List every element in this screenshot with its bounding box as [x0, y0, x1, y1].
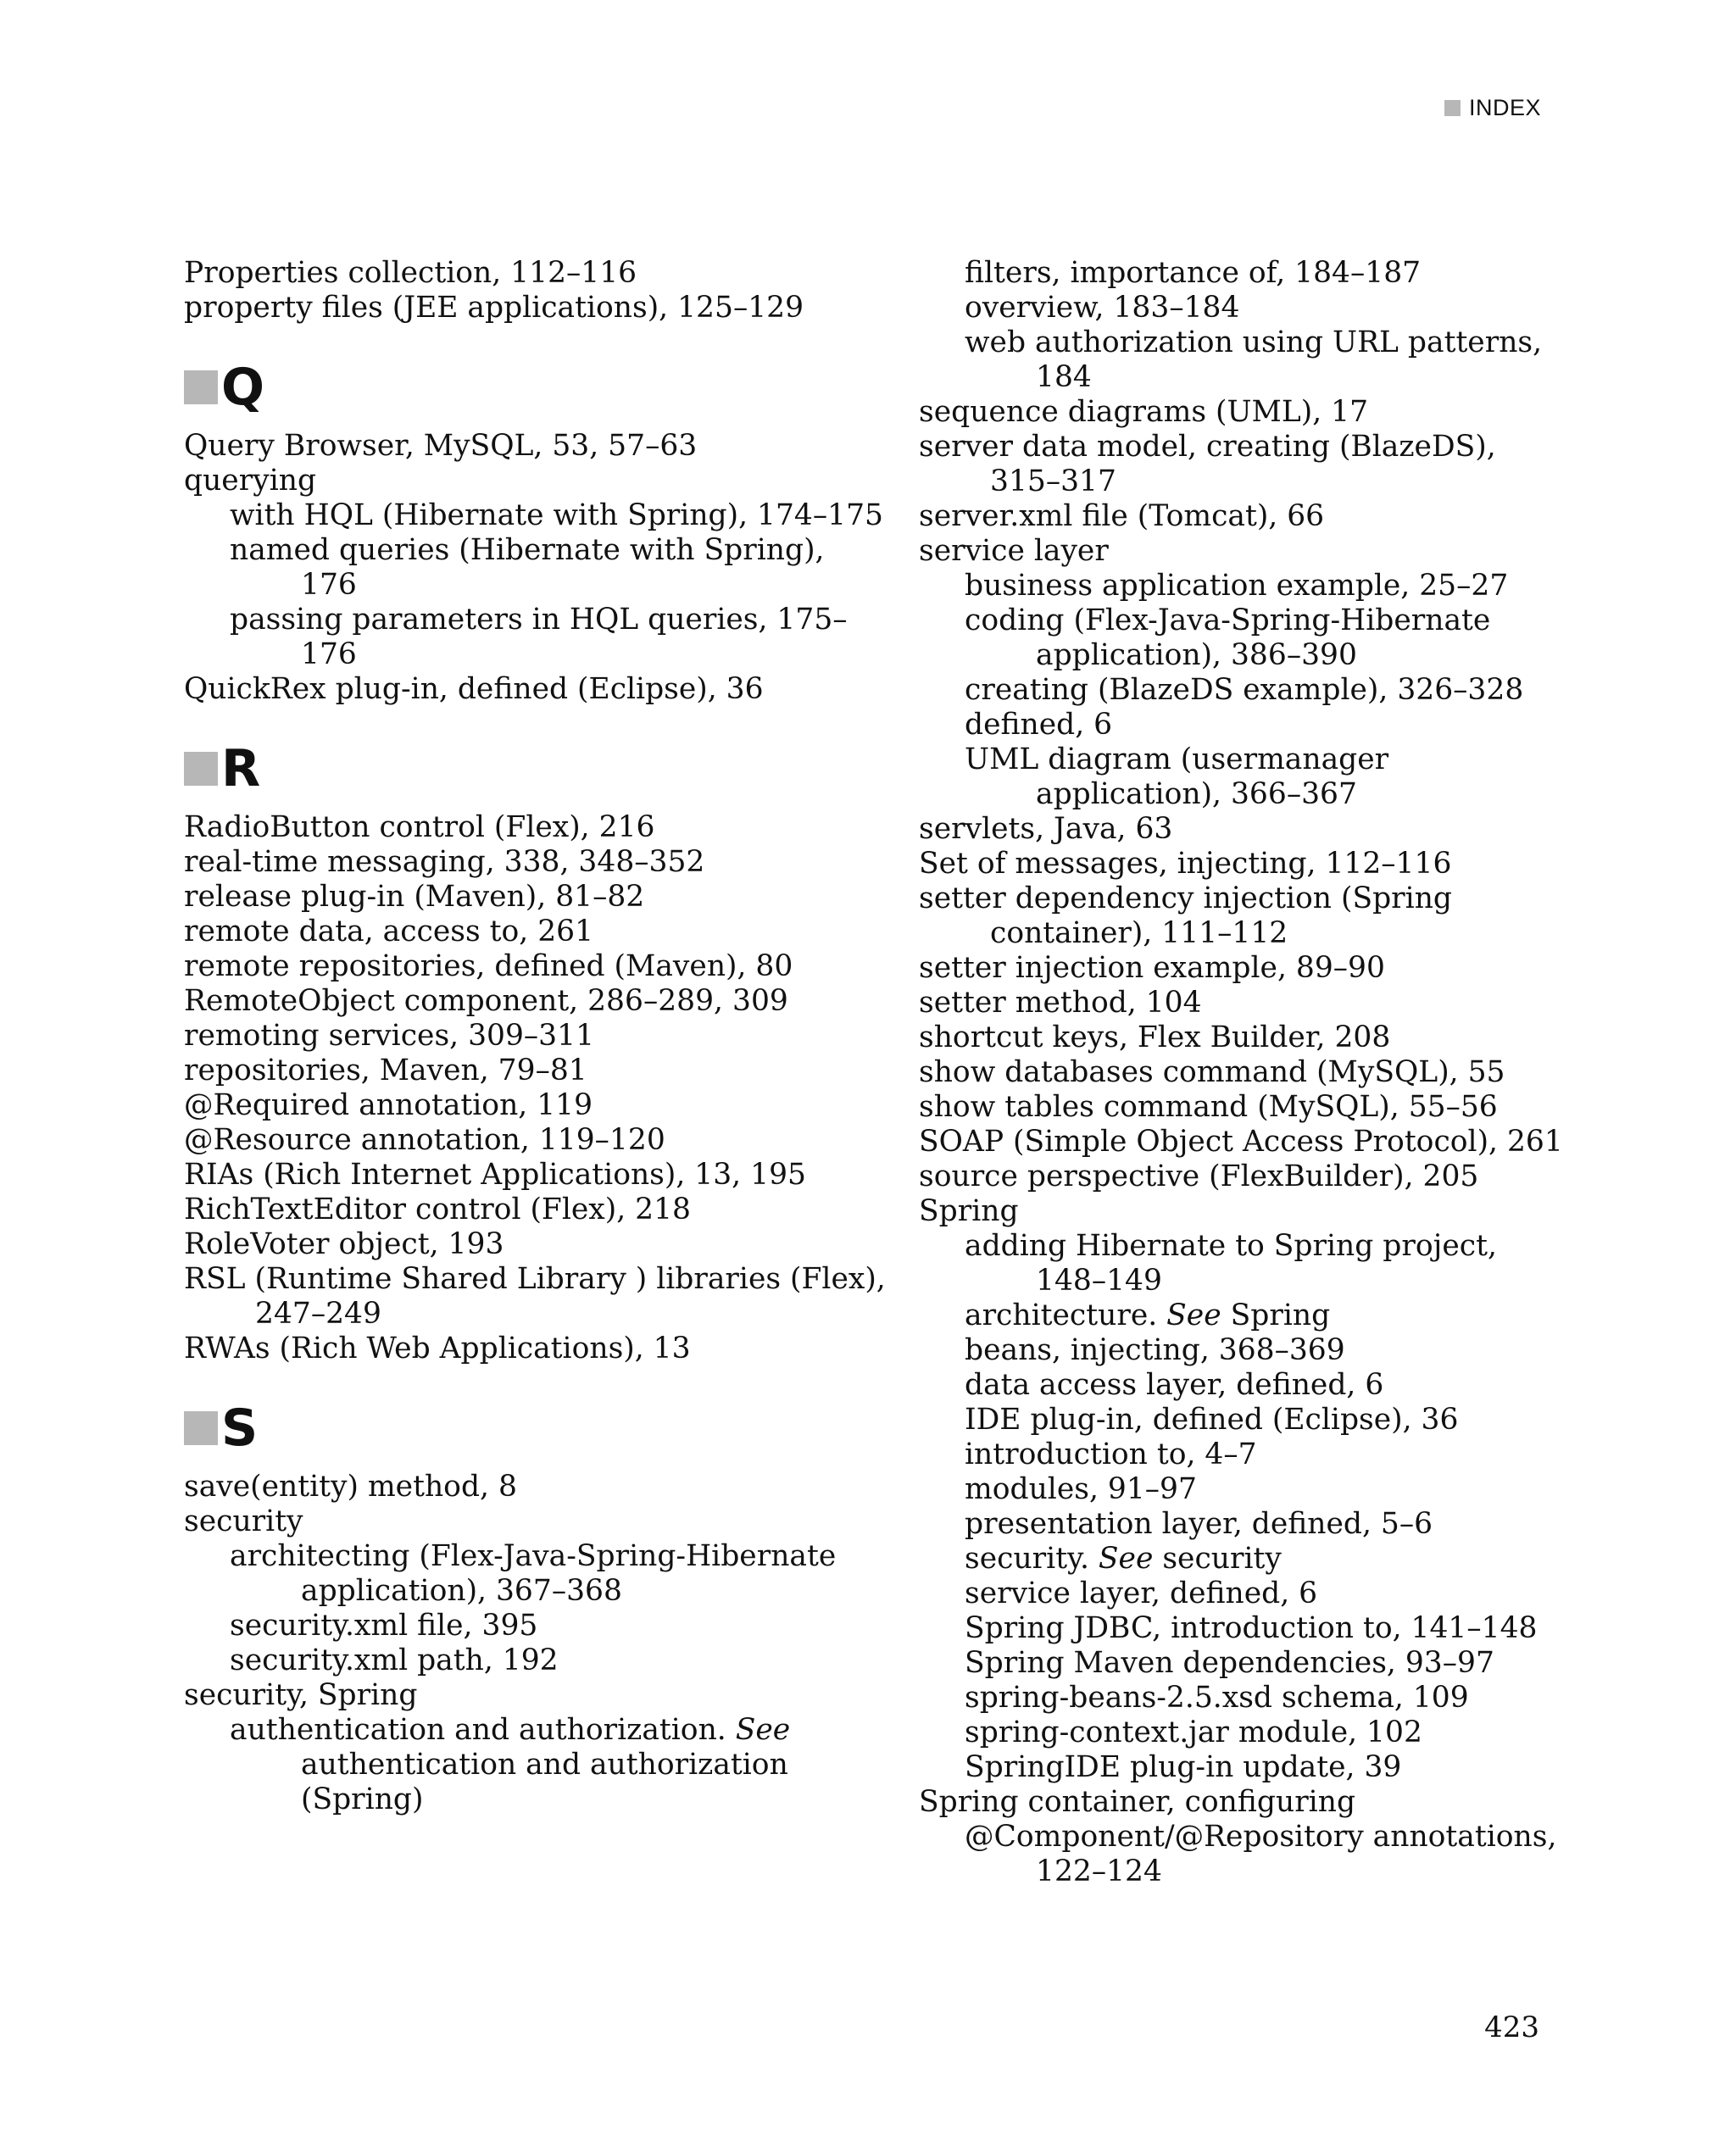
index-entry: RoleVoter object, 193 — [184, 1227, 504, 1261]
index-entry: querying — [184, 464, 317, 498]
index-subentry: Spring Maven dependencies, 93–97 — [965, 1646, 1494, 1680]
index-entry: server data model, creating (BlazeDS), 315–317 — [919, 430, 1496, 498]
index-subentry — [919, 1299, 1563, 1333]
index-entry: sequence diagrams (UML), 17 — [919, 395, 1369, 429]
index-subentry: @Component/@Repository annotations, 122–124 — [965, 1820, 1557, 1888]
index-entry: repositories, Maven, 79–81 — [184, 1054, 587, 1087]
index-entry: Spring — [919, 1194, 1019, 1228]
index-subentry: passing parameters in HQL queries, 175–176 — [230, 603, 848, 671]
index-subentry: presentation layer, defined, 5–6 — [965, 1507, 1433, 1541]
index-entry: RWAs (Rich Web Applications), 13 — [184, 1332, 691, 1365]
see-reference: See — [1166, 1299, 1221, 1332]
index-entry: RemoteObject component, 286–289, 309 — [184, 984, 788, 1018]
index-entry: Set of messages, injecting, 112–116 — [919, 847, 1452, 881]
index-entry: property files (JEE applications), 125–129 — [184, 291, 804, 325]
section-square-icon — [184, 1411, 218, 1445]
index-entry: Spring container, configuring — [919, 1785, 1356, 1819]
index-subentry: UML diagram (usermanager application), 366–367 — [965, 742, 1389, 811]
index-subentry: architecting (Flex-Java-Spring-Hibernate application), 367–368 — [230, 1539, 837, 1608]
index-entry: server.xml file (Tomcat), 66 — [919, 499, 1325, 533]
index-subentry: modules, 91–97 — [965, 1472, 1197, 1506]
index-column-right — [919, 256, 1563, 1889]
index-entry: security, Spring — [184, 1678, 418, 1712]
index-subentry: Spring JDBC, introduction to, 141–148 — [965, 1611, 1538, 1645]
index-subentry: coding (Flex-Java-Spring-Hibernate application), 386–390 — [965, 603, 1491, 672]
index-subentry: with HQL (Hibernate with Spring), 174–175 — [230, 498, 883, 532]
section-square-icon — [184, 752, 218, 786]
index-entry: RichTextEditor control (Flex), 218 — [184, 1193, 692, 1226]
entry-text: authentication and authorization. — [230, 1713, 736, 1747]
index-entry: setter method, 104 — [919, 986, 1202, 1020]
section-letter: S — [221, 1399, 259, 1458]
index-subentry: adding Hibernate to Spring project, 148–149 — [965, 1229, 1497, 1298]
index-column-left — [184, 256, 887, 1817]
index-subentry: IDE plug-in, defined (Eclipse), 36 — [965, 1403, 1459, 1437]
index-entry: service layer — [919, 534, 1109, 568]
section-square-icon — [184, 370, 218, 404]
index-entry: release plug-in (Maven), 81–82 — [184, 880, 645, 914]
page-number: 423 — [1484, 2010, 1539, 2044]
see-reference: See — [735, 1713, 791, 1747]
index-subentry — [919, 1542, 1563, 1577]
section-letter: Q — [221, 358, 265, 417]
index-entry: QuickRex plug-in, defined (Eclipse), 36 — [184, 672, 764, 706]
index-entry: setter injection example, 89–90 — [919, 951, 1385, 985]
index-entry: shortcut keys, Flex Builder, 208 — [919, 1020, 1391, 1054]
entry-text: security — [1153, 1542, 1282, 1576]
index-subentry: creating (BlazeDS example), 326–328 — [965, 673, 1524, 707]
index-entry: SOAP (Simple Object Access Protocol), 261 — [919, 1125, 1563, 1159]
index-entry: security — [184, 1504, 303, 1538]
index-entry: RSL (Runtime Shared Library ) libraries (Flex), 247–249 — [184, 1262, 886, 1331]
index-entry: servlets, Java, 63 — [919, 812, 1173, 846]
index-entry: real-time messaging, 338, 348–352 — [184, 845, 705, 879]
header-square-icon — [1444, 100, 1461, 116]
index-subentry: named queries (Hibernate with Spring), 176 — [230, 533, 825, 602]
index-entry: RIAs (Rich Internet Applications), 13, 195 — [184, 1158, 806, 1192]
section-heading — [184, 1399, 887, 1458]
index-entry: remote data, access to, 261 — [184, 915, 594, 948]
index-entry: @Required annotation, 119 — [184, 1088, 593, 1122]
index-subentry: business application example, 25–27 — [965, 569, 1509, 603]
see-reference: See — [1098, 1542, 1154, 1576]
index-subentry: introduction to, 4–7 — [965, 1438, 1257, 1471]
index-subentry: data access layer, defined, 6 — [965, 1368, 1384, 1402]
index-entry: show databases command (MySQL), 55 — [919, 1055, 1505, 1089]
index-subentry — [184, 1713, 887, 1817]
index-subentry: security.xml file, 395 — [230, 1609, 538, 1643]
section-letter: R — [221, 739, 261, 798]
index-subentry: beans, injecting, 368–369 — [965, 1333, 1345, 1367]
index-subentry: web authorization using URL patterns, 184 — [965, 325, 1543, 394]
index-entry: remoting services, 309–311 — [184, 1019, 595, 1053]
index-subentry: overview, 183–184 — [965, 291, 1240, 325]
index-entry: source perspective (FlexBuilder), 205 — [919, 1159, 1479, 1193]
index-entry: @Resource annotation, 119–120 — [184, 1123, 665, 1157]
index-entry: remote repositories, defined (Maven), 80 — [184, 949, 793, 983]
running-title: INDEX — [1468, 95, 1541, 120]
entry-text: architecture. — [965, 1299, 1167, 1332]
index-entry: setter dependency injection (Spring container), 111–112 — [919, 881, 1453, 950]
index-subentry: SpringIDE plug-in update, 39 — [965, 1750, 1402, 1784]
index-entry: Properties collection, 112–116 — [184, 256, 637, 290]
index-subentry: security.xml path, 192 — [230, 1643, 559, 1677]
entry-text: Spring — [1221, 1299, 1331, 1332]
entry-text: authentication and authorization (Spring) — [301, 1748, 788, 1816]
index-subentry: filters, importance of, 184–187 — [965, 256, 1422, 290]
section-heading — [184, 358, 887, 417]
entry-text: security. — [965, 1542, 1099, 1576]
index-subentry: spring-context.jar module, 102 — [965, 1716, 1422, 1749]
index-entry: Query Browser, MySQL, 53, 57–63 — [184, 429, 698, 463]
index-entry: RadioButton control (Flex), 216 — [184, 810, 655, 844]
running-header — [1444, 95, 1541, 121]
index-subentry: spring-beans-2.5.xsd schema, 109 — [965, 1681, 1469, 1715]
index-entry: show tables command (MySQL), 55–56 — [919, 1090, 1498, 1124]
index-subentry: defined, 6 — [965, 708, 1113, 742]
index-entry: save(entity) method, 8 — [184, 1470, 517, 1504]
index-subentry: service layer, defined, 6 — [965, 1577, 1318, 1610]
section-heading — [184, 739, 887, 798]
